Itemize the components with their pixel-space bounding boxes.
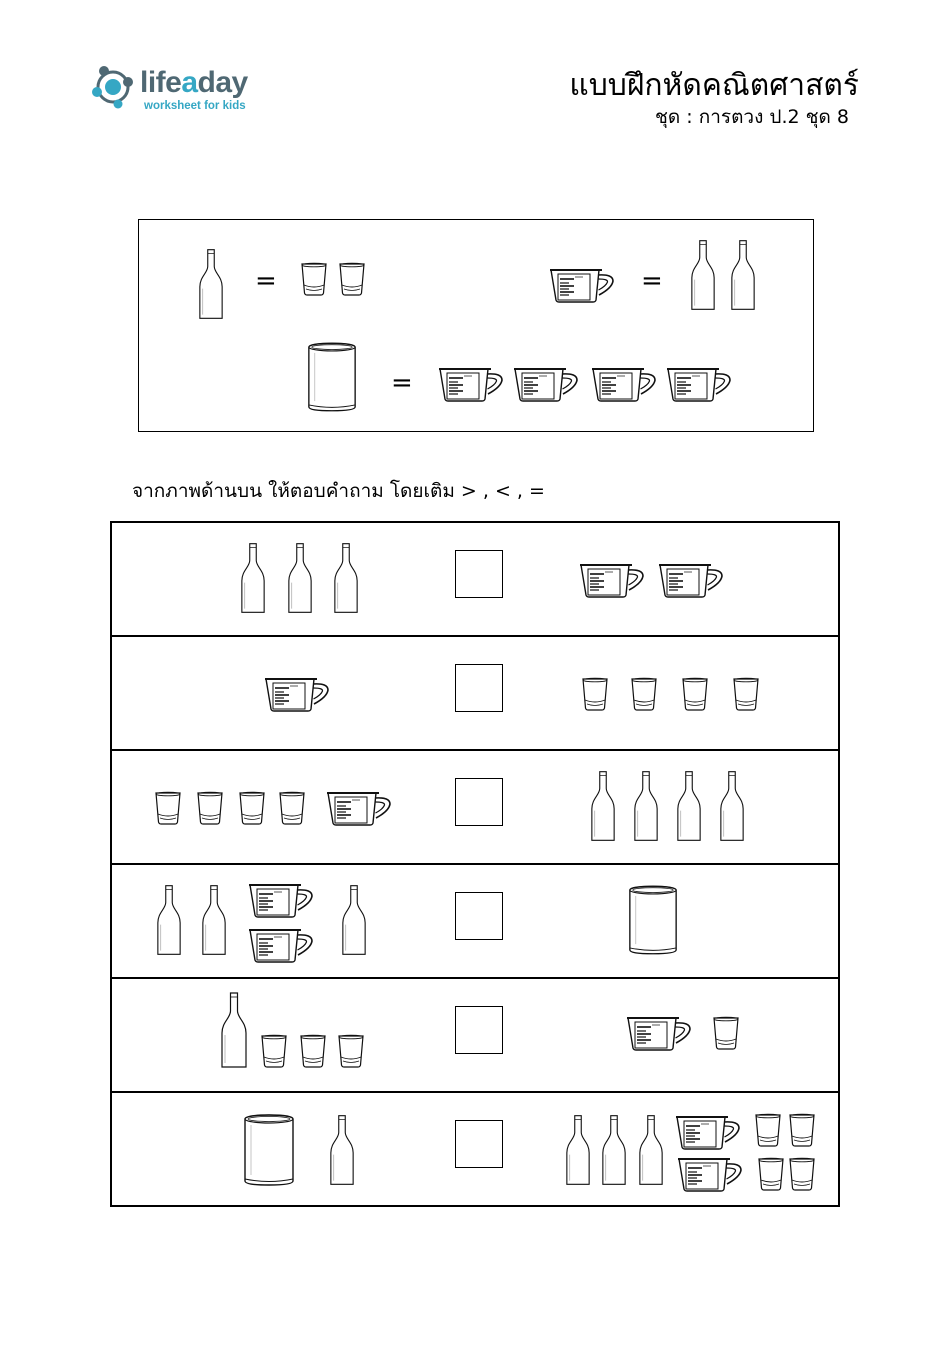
glass-icon xyxy=(732,677,760,711)
glass-icon xyxy=(238,791,266,825)
equivalence-legend xyxy=(138,219,814,432)
equals-sign: = xyxy=(391,368,413,398)
measuring-cup-icon xyxy=(677,1155,743,1193)
measuring-cup-icon xyxy=(438,365,504,403)
glass-icon xyxy=(630,677,658,711)
measuring-cup-icon xyxy=(326,789,392,827)
question-row-2 xyxy=(110,635,840,749)
glass-icon xyxy=(757,1157,785,1191)
bottle-icon xyxy=(287,539,313,617)
glass-icon xyxy=(196,791,224,825)
bottle-icon xyxy=(156,881,182,959)
measuring-cup-icon xyxy=(658,561,724,599)
bottle-icon xyxy=(676,767,702,845)
measuring-cup-icon xyxy=(666,365,732,403)
bottle-icon xyxy=(198,245,224,323)
measuring-cup-icon xyxy=(549,266,615,304)
glass-icon xyxy=(299,1034,327,1068)
glass-icon xyxy=(278,791,306,825)
comparison-table xyxy=(110,521,840,1207)
measuring-cup-icon xyxy=(248,881,314,919)
bottle-icon xyxy=(240,539,266,617)
glass-icon xyxy=(300,262,328,296)
glass-icon xyxy=(581,677,609,711)
page-title: แบบฝึกหัดคณิตศาสตร์ xyxy=(569,68,859,103)
equals-sign: = xyxy=(255,266,277,296)
answer-box-4[interactable] xyxy=(455,892,503,940)
question-row-1 xyxy=(110,521,840,635)
bottle-icon xyxy=(565,1111,591,1189)
glass-icon xyxy=(337,1034,365,1068)
measuring-cup-icon xyxy=(513,365,579,403)
bottle-icon xyxy=(333,539,359,617)
bottle-icon xyxy=(220,991,248,1069)
glass-icon xyxy=(712,1016,740,1050)
bottle-icon xyxy=(638,1111,664,1189)
glass-icon xyxy=(338,262,366,296)
bottle-icon xyxy=(730,236,756,314)
equals-sign: = xyxy=(641,266,663,296)
question-row-6 xyxy=(110,1091,840,1207)
question-row-3 xyxy=(110,749,840,863)
logo-wordmark: lifeaday xyxy=(140,66,248,99)
molecule-logo-icon xyxy=(88,62,138,112)
bucket-icon xyxy=(626,883,680,957)
measuring-cup-icon xyxy=(264,675,330,713)
bottle-icon xyxy=(601,1111,627,1189)
bottle-icon xyxy=(329,1111,355,1189)
page-subtitle: ชุด : การตวง ป.2 ชุด 8 xyxy=(654,106,849,128)
measuring-cup-icon xyxy=(579,561,645,599)
bucket-icon xyxy=(305,340,359,414)
glass-icon xyxy=(681,677,709,711)
glass-icon xyxy=(154,791,182,825)
measuring-cup-icon xyxy=(675,1113,741,1151)
answer-box-3[interactable] xyxy=(455,778,503,826)
bottle-icon xyxy=(590,767,616,845)
bottle-icon xyxy=(201,881,227,959)
glass-icon xyxy=(788,1113,816,1147)
answer-box-5[interactable] xyxy=(455,1006,503,1054)
question-row-4 xyxy=(110,863,840,977)
instruction-text: จากภาพด้านบน ให้ตอบคำถาม โดยเติม > , < , = xyxy=(132,480,545,502)
bucket-icon xyxy=(241,1113,297,1187)
measuring-cup-icon xyxy=(591,365,657,403)
glass-icon xyxy=(754,1113,782,1147)
answer-box-2[interactable] xyxy=(455,664,503,712)
answer-box-6[interactable] xyxy=(455,1120,503,1168)
lifeaday-logo xyxy=(88,60,288,120)
logo-tagline: worksheet for kids xyxy=(144,100,246,112)
measuring-cup-icon xyxy=(248,926,314,964)
bottle-icon xyxy=(341,881,367,959)
measuring-cup-icon xyxy=(626,1014,692,1052)
bottle-icon xyxy=(690,236,716,314)
glass-icon xyxy=(260,1034,288,1068)
bottle-icon xyxy=(633,767,659,845)
bottle-icon xyxy=(719,767,745,845)
glass-icon xyxy=(788,1157,816,1191)
question-row-5 xyxy=(110,977,840,1091)
answer-box-1[interactable] xyxy=(455,550,503,598)
